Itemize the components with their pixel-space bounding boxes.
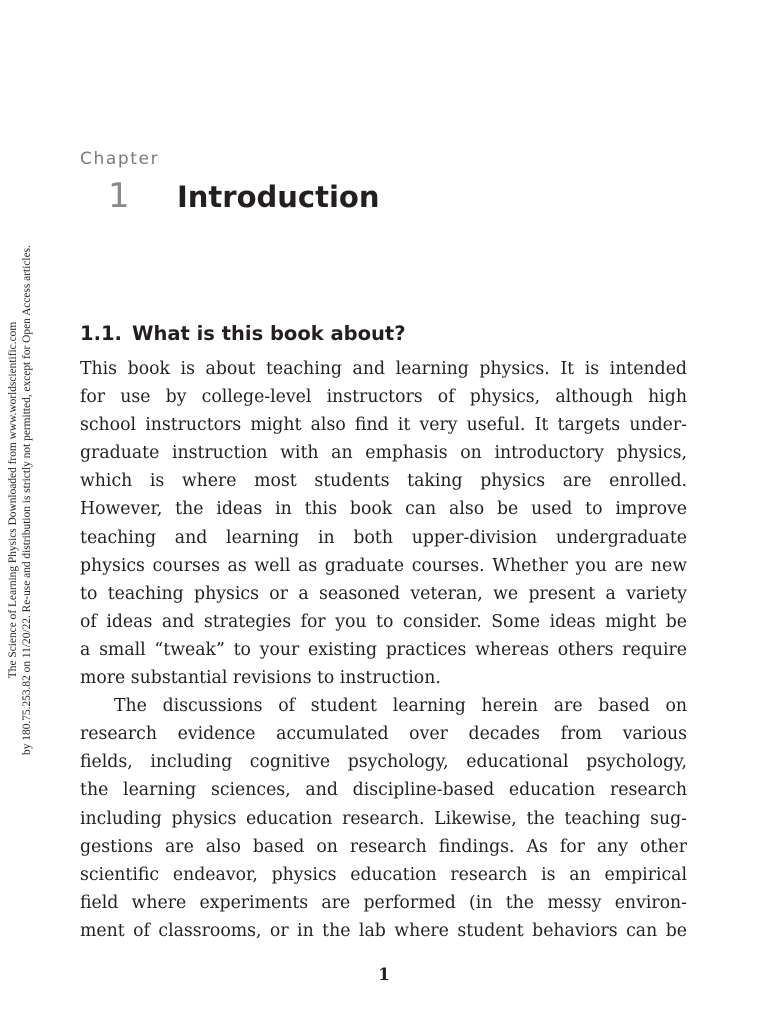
section-number: 1.1. <box>80 322 122 345</box>
body-line: This book is about teaching and learning physics. It is intended <box>80 359 687 379</box>
body-line: ment of classrooms, or in the lab where student behaviors can be <box>80 920 687 941</box>
body-line: However, the ideas in this book can also be used to improve <box>80 499 687 520</box>
section-title: What is this book about? <box>131 322 406 345</box>
chapter-label: Chapter <box>80 149 160 169</box>
body-line: graduate instruction with an emphasis on introductory physics, <box>80 443 687 464</box>
body-line: more substantial revisions to instruction. <box>80 668 441 689</box>
body-line: field where experiments are performed (in the messy environ- <box>80 892 687 913</box>
body-line: to teaching physics or a seasoned veteran, we present a variety <box>80 583 687 604</box>
section-heading <box>80 322 406 345</box>
download-notice-text <box>6 190 34 810</box>
body-line: including physics education research. Likewise, the teaching sug- <box>80 808 687 829</box>
body-line: of ideas and strategies for you to consider. Some ideas might be <box>80 611 687 632</box>
body-line: research evidence accumulated over decades from various <box>80 724 687 745</box>
body-line: gestions are also based on research findings. As for any other <box>80 836 687 857</box>
body-line: school instructors might also find it very useful. It targets under- <box>80 415 687 436</box>
download-notice-line-2: by 180.75.253.82 on 11/20/22. Re-use and distribution is strictly not permitted, except for Open Access articles. <box>21 245 33 755</box>
body-text <box>80 355 687 945</box>
chapter-title: Introduction <box>177 180 380 214</box>
body-line: scientific endeavor, physics education research is an empirical <box>80 864 687 885</box>
body-line: The discussions of student learning herein are based on <box>114 696 687 717</box>
body-line: teaching and learning in both upper-division undergraduate <box>80 527 687 548</box>
body-line: a small “tweak” to your existing practices whereas others require <box>80 639 687 660</box>
download-notice <box>0 0 40 1024</box>
body-line: the learning sciences, and discipline-based education research <box>80 780 687 801</box>
download-notice-line-1: The Science of Learning Physics Downloaded from www.worldscientific.com <box>7 321 19 679</box>
body-line: for use by college-level instructors of physics, although high <box>80 387 687 408</box>
body-line: fields, including cognitive psychology, educational psychology, <box>80 752 687 773</box>
body-line: which is where most students taking physics are enrolled. <box>80 471 687 492</box>
page-number: 1 <box>378 965 390 985</box>
body-line: physics courses as well as graduate courses. Whether you are new <box>80 555 687 576</box>
chapter-number: 1 <box>108 176 130 216</box>
